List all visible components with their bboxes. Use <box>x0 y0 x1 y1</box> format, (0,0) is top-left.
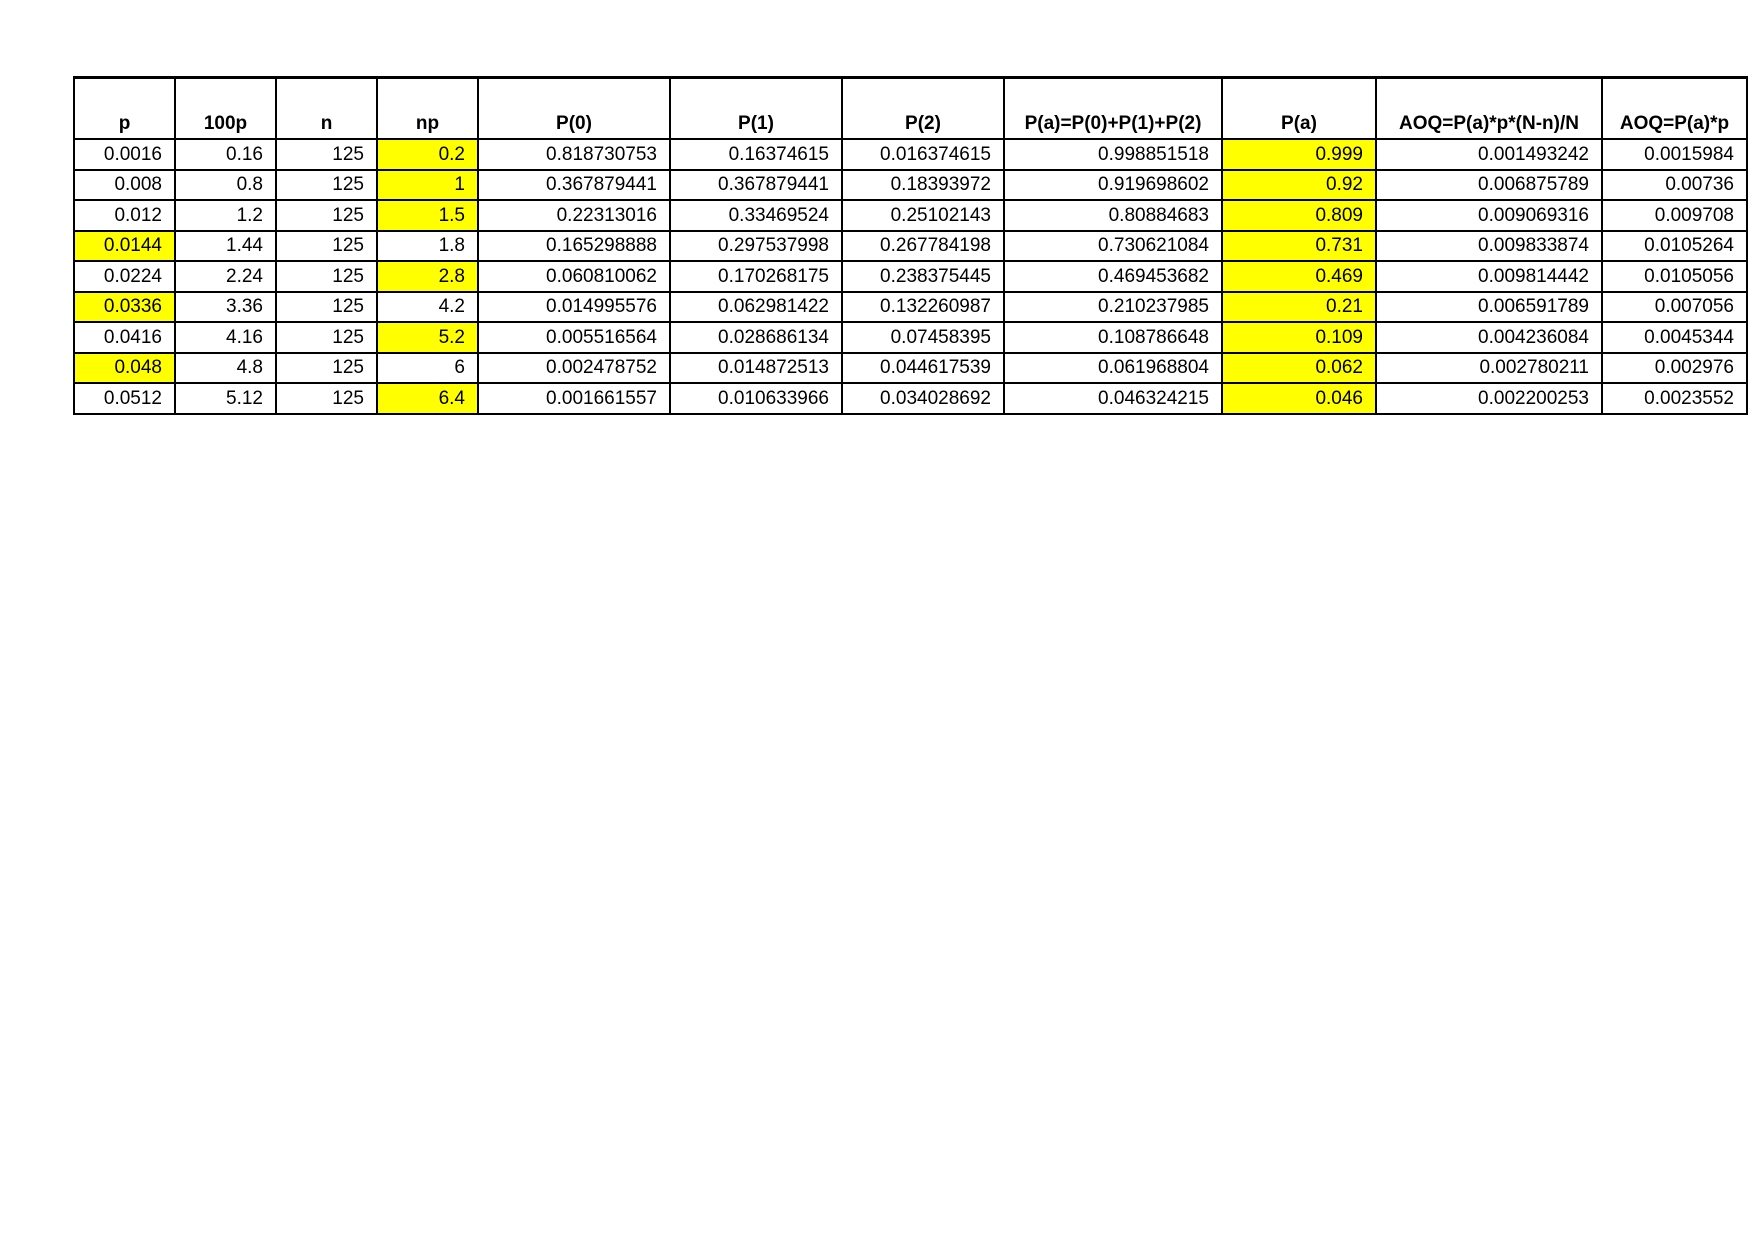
cell-n[interactable]: 125 <box>276 383 377 414</box>
cell-p2[interactable]: 0.238375445 <box>842 261 1004 292</box>
cell-p1[interactable]: 0.297537998 <box>670 231 842 262</box>
cell-aoq-full[interactable]: 0.001493242 <box>1376 139 1602 170</box>
cell-np[interactable]: 5.2 <box>377 322 478 353</box>
table-row <box>74 353 1747 384</box>
cell-pa[interactable]: 0.731 <box>1222 231 1376 262</box>
cell-p0[interactable]: 0.367879441 <box>478 170 670 201</box>
header-cell-pa[interactable]: P(a) <box>1222 78 1376 140</box>
cell-p1[interactable]: 0.062981422 <box>670 292 842 323</box>
header-cell-pa-sum[interactable]: P(a)=P(0)+P(1)+P(2) <box>1004 78 1222 140</box>
cell-pa[interactable]: 0.469 <box>1222 261 1376 292</box>
cell-100p[interactable]: 5.12 <box>175 383 276 414</box>
cell-aoq-simple[interactable]: 0.0105056 <box>1602 261 1747 292</box>
cell-pa-sum[interactable]: 0.061968804 <box>1004 353 1222 384</box>
cell-p[interactable]: 0.0512 <box>74 383 175 414</box>
table-row <box>74 170 1747 201</box>
cell-np[interactable]: 6 <box>377 353 478 384</box>
cell-n[interactable]: 125 <box>276 353 377 384</box>
table-row <box>74 231 1747 262</box>
cell-aoq-simple[interactable]: 0.0105264 <box>1602 231 1747 262</box>
table-row <box>74 383 1747 414</box>
cell-pa-sum[interactable]: 0.046324215 <box>1004 383 1222 414</box>
header-cell-p2[interactable]: P(2) <box>842 78 1004 140</box>
cell-aoq-simple[interactable]: 0.00736 <box>1602 170 1747 201</box>
cell-p2[interactable]: 0.07458395 <box>842 322 1004 353</box>
cell-pa-sum[interactable]: 0.108786648 <box>1004 322 1222 353</box>
cell-p2[interactable]: 0.267784198 <box>842 231 1004 262</box>
cell-100p[interactable]: 4.16 <box>175 322 276 353</box>
cell-aoq-full[interactable]: 0.006591789 <box>1376 292 1602 323</box>
cell-pa[interactable]: 0.109 <box>1222 322 1376 353</box>
cell-p1[interactable]: 0.014872513 <box>670 353 842 384</box>
cell-100p[interactable]: 0.16 <box>175 139 276 170</box>
cell-p1[interactable]: 0.33469524 <box>670 200 842 231</box>
cell-p0[interactable]: 0.22313016 <box>478 200 670 231</box>
cell-np[interactable]: 1.8 <box>377 231 478 262</box>
cell-p[interactable]: 0.048 <box>74 353 175 384</box>
cell-pa[interactable]: 0.062 <box>1222 353 1376 384</box>
cell-p2[interactable]: 0.132260987 <box>842 292 1004 323</box>
cell-pa-sum[interactable]: 0.80884683 <box>1004 200 1222 231</box>
cell-n[interactable]: 125 <box>276 139 377 170</box>
cell-aoq-simple[interactable]: 0.009708 <box>1602 200 1747 231</box>
cell-p0[interactable]: 0.818730753 <box>478 139 670 170</box>
cell-aoq-simple[interactable]: 0.0045344 <box>1602 322 1747 353</box>
cell-aoq-simple[interactable]: 0.0023552 <box>1602 383 1747 414</box>
cell-np[interactable]: 2.8 <box>377 261 478 292</box>
table-row <box>74 200 1747 231</box>
cell-aoq-simple[interactable]: 0.007056 <box>1602 292 1747 323</box>
header-cell-p1[interactable]: P(1) <box>670 78 842 140</box>
cell-p0[interactable]: 0.165298888 <box>478 231 670 262</box>
table-row <box>74 261 1747 292</box>
header-cell-n[interactable]: n <box>276 78 377 140</box>
table-row <box>74 292 1747 323</box>
cell-p2[interactable]: 0.18393972 <box>842 170 1004 201</box>
cell-p1[interactable]: 0.028686134 <box>670 322 842 353</box>
cell-aoq-full[interactable]: 0.002780211 <box>1376 353 1602 384</box>
cell-np[interactable]: 1.5 <box>377 200 478 231</box>
cell-np[interactable]: 4.2 <box>377 292 478 323</box>
cell-100p[interactable]: 1.44 <box>175 231 276 262</box>
cell-aoq-full[interactable]: 0.004236084 <box>1376 322 1602 353</box>
cell-100p[interactable]: 3.36 <box>175 292 276 323</box>
spreadsheet-table <box>73 76 1748 415</box>
cell-p1[interactable]: 0.010633966 <box>670 383 842 414</box>
cell-p0[interactable]: 0.001661557 <box>478 383 670 414</box>
table-row <box>74 322 1747 353</box>
cell-p[interactable]: 0.0016 <box>74 139 175 170</box>
table-row <box>74 139 1747 170</box>
header-cell-np[interactable]: np <box>377 78 478 140</box>
cell-p2[interactable]: 0.016374615 <box>842 139 1004 170</box>
cell-pa[interactable]: 0.21 <box>1222 292 1376 323</box>
cell-p[interactable]: 0.0416 <box>74 322 175 353</box>
cell-p0[interactable]: 0.014995576 <box>478 292 670 323</box>
cell-100p[interactable]: 1.2 <box>175 200 276 231</box>
header-cell-p0[interactable]: P(0) <box>478 78 670 140</box>
header-row <box>74 78 1747 140</box>
cell-p[interactable]: 0.008 <box>74 170 175 201</box>
cell-pa-sum[interactable]: 0.730621084 <box>1004 231 1222 262</box>
cell-aoq-simple[interactable]: 0.0015984 <box>1602 139 1747 170</box>
header-cell-100p[interactable]: 100p <box>175 78 276 140</box>
cell-p1[interactable]: 0.170268175 <box>670 261 842 292</box>
cell-aoq-full[interactable]: 0.006875789 <box>1376 170 1602 201</box>
cell-p0[interactable]: 0.002478752 <box>478 353 670 384</box>
cell-pa-sum[interactable]: 0.469453682 <box>1004 261 1222 292</box>
cell-pa[interactable]: 0.999 <box>1222 139 1376 170</box>
cell-pa-sum[interactable]: 0.998851518 <box>1004 139 1222 170</box>
cell-aoq-full[interactable]: 0.009814442 <box>1376 261 1602 292</box>
cell-p1[interactable]: 0.16374615 <box>670 139 842 170</box>
header-cell-p[interactable]: p <box>74 78 175 140</box>
cell-n[interactable]: 125 <box>276 200 377 231</box>
cell-p0[interactable]: 0.060810062 <box>478 261 670 292</box>
cell-p[interactable]: 0.0336 <box>74 292 175 323</box>
cell-p2[interactable]: 0.25102143 <box>842 200 1004 231</box>
cell-p2[interactable]: 0.044617539 <box>842 353 1004 384</box>
cell-aoq-full[interactable]: 0.009833874 <box>1376 231 1602 262</box>
cell-pa[interactable]: 0.809 <box>1222 200 1376 231</box>
cell-p1[interactable]: 0.367879441 <box>670 170 842 201</box>
cell-pa[interactable]: 0.046 <box>1222 383 1376 414</box>
table-body <box>74 139 1747 414</box>
cell-p[interactable]: 0.0224 <box>74 261 175 292</box>
cell-aoq-simple[interactable]: 0.002976 <box>1602 353 1747 384</box>
cell-p2[interactable]: 0.034028692 <box>842 383 1004 414</box>
cell-n[interactable]: 125 <box>276 231 377 262</box>
cell-100p[interactable]: 2.24 <box>175 261 276 292</box>
cell-100p[interactable]: 0.8 <box>175 170 276 201</box>
cell-p[interactable]: 0.0144 <box>74 231 175 262</box>
cell-np[interactable]: 0.2 <box>377 139 478 170</box>
cell-pa-sum[interactable]: 0.919698602 <box>1004 170 1222 201</box>
cell-n[interactable]: 125 <box>276 261 377 292</box>
cell-aoq-full[interactable]: 0.002200253 <box>1376 383 1602 414</box>
cell-n[interactable]: 125 <box>276 170 377 201</box>
cell-n[interactable]: 125 <box>276 292 377 323</box>
cell-n[interactable]: 125 <box>276 322 377 353</box>
cell-p[interactable]: 0.012 <box>74 200 175 231</box>
header-cell-aoq-simple[interactable]: AOQ=P(a)*p <box>1602 78 1747 140</box>
cell-aoq-full[interactable]: 0.009069316 <box>1376 200 1602 231</box>
cell-pa[interactable]: 0.92 <box>1222 170 1376 201</box>
cell-100p[interactable]: 4.8 <box>175 353 276 384</box>
cell-np[interactable]: 6.4 <box>377 383 478 414</box>
cell-np[interactable]: 1 <box>377 170 478 201</box>
header-cell-aoq-full[interactable]: AOQ=P(a)*p*(N-n)/N <box>1376 78 1602 140</box>
cell-p0[interactable]: 0.005516564 <box>478 322 670 353</box>
cell-pa-sum[interactable]: 0.210237985 <box>1004 292 1222 323</box>
